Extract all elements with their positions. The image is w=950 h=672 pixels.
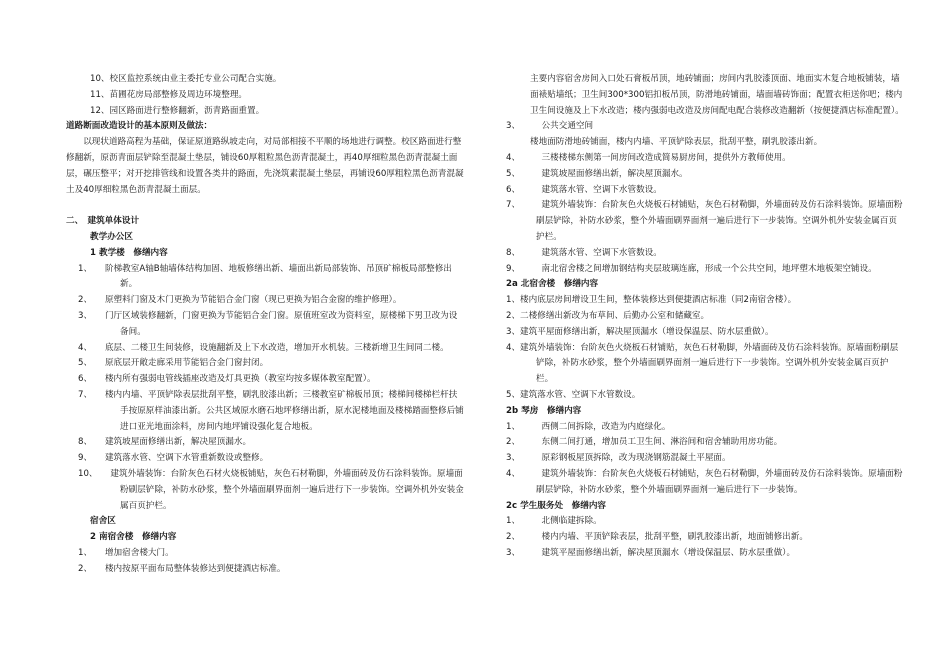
left-paragraph: 1、 阶梯教室A轴B轴墙体结构加固、地板修缮出新、墙面出新局部装饰、吊顶矿棉板局部整修出新。	[78, 263, 452, 290]
right-paragraph: 2a 北宿舍楼 修缮内容	[506, 279, 599, 290]
left-paragraph: 二、 建筑单体设计	[66, 216, 140, 227]
left-paragraph: 3、 门厅区域装修翻新，门窗更换为节能铝合金门窗。原值班室改为资料室，原楼梯下男卫改为设备间。	[78, 310, 458, 337]
left-paragraph: 2、 楼内按原平面布局整体装修达到便捷酒店标准。	[78, 563, 286, 574]
right-paragraph: 9、 南北宿舍楼之间增加钢结构夹层玻璃连廊，形成一个公共空间，地坪塑木地板架空铺设。	[506, 263, 877, 274]
left-paragraph: 9、 建筑落水管、空调下水管重新数设或整修。	[78, 453, 269, 464]
left-paragraph: 宿舍区	[90, 516, 116, 527]
right-paragraph: 5、 建筑坡屋面修缮出新，解决屋顶漏水。	[506, 168, 688, 179]
right-paragraph: 3、 建筑平屋面修缮出新，解决屋顶漏水（增设保温层、防水层重做）。	[506, 547, 796, 558]
right-paragraph: 3、建筑平屋面修缮出新，解决屋顶漏水（增设保温层、防水层重做）。	[506, 326, 774, 337]
left-paragraph: 7、 楼内内墙、平顶铲除表层批刮平整，刷乳胶漆出新；三楼教室矿棉板吊顶；楼梯间楼梯栏杆扶手按原原样油漆出新。公共区域原水磨石地坪修缮出新，原水泥楼地面及楼梯踏面整修后铺进口亚光地面涂料，房间内地坪铺设强化复合地板。	[78, 389, 464, 432]
right-paragraph: 4、建筑外墙装饰：台阶灰色火烧板石材铺贴，灰色石材勒脚，外墙面砖及仿石涂料装饰。原墙面粉刷层铲除，补防水砂浆，整个外墙面刷界面剂一遍后进行下一步装饰。空调外机外安装金属百页护栏。	[506, 342, 899, 385]
right-paragraph: 4、 三楼楼梯东侧第一间房间改造成简易厨房间，提供外方教师使用。	[506, 152, 791, 163]
right-paragraph: 4、 建筑外墙装饰：台阶灰色火烧板石材铺贴，灰色石材勒脚，外墙面砖及仿石涂料装饰。原墙面粉刷层铲除，补防水砂浆，整个外墙面刷界面剂一遍后进行下一步装饰。	[506, 468, 903, 495]
right-paragraph: 1、 西侧二间拆除，改造为内庭绿化。	[506, 421, 671, 432]
right-paragraph: 8、 建筑落水管、空调下水管数设。	[506, 247, 662, 258]
left-paragraph: 4、 底层、二楼卫生间装修，设施翻新及上下水改造，增加开水机装。三楼新增卫生间同二楼。	[78, 342, 449, 353]
right-paragraph: 主要内容宿舍房间入口处石膏板吊顶，地砖铺面；房间内乳胶漆顶面、地面实木复合地板铺装，墙面裱贴墙纸；卫生间300*300铝扣板吊顶，防滑地砖铺面，墙面墙砖饰面；配置衣柜送你吧；楼内卫生间设施及上下水改造；楼内强弱电改造及房间配电配合装修改造翻新（按便捷酒店标准配置）。	[530, 74, 904, 116]
right-paragraph: 7、 建筑外墙装饰：台阶灰色火烧板石材铺贴，灰色石材勒脚，外墙面砖及仿石涂料装饰。原墙面粉刷层铲除，补防水砂浆，整个外墙面刷界面剂一遍后进行下一步装饰。空调外机外安装金属百页护栏。	[506, 200, 903, 242]
left-paragraph: 10、 建筑外墙装饰：台阶灰色石材火烧板铺贴，灰色石材勒脚，外墙面砖及仿石涂料装饰。原墙面粉刷层铲除，补防水砂浆，整个外墙面刷界面剂一遍后进行下一步装饰。空调外机外安装金属百页护栏。	[78, 468, 464, 511]
right-paragraph: 2、 东侧二间打通，增加员工卫生间、淋浴间和宿舍辅助用房功能。	[506, 437, 783, 448]
right-paragraph: 2、 楼内内墙、平顶铲除表层，批刮平整，刷乳胶漆出新，地面铺修出新。	[506, 532, 808, 543]
left-paragraph: 教学办公区	[90, 231, 133, 242]
left-paragraph: 以现状道路高程为基础，保证原道路纵坡走向，对局部相接不平顺的场地进行调整。校区路面进行整修翻新，原沥青面层铲除至混凝土垫层，铺设60厚粗粒黑色沥青混凝土，再40厚细粒黑色沥青混凝土面层，碾压整平；对开挖排管线和设置各类井的路面，先浇筑素混凝土垫层，再铺设60厚粗粒黑色沥青混凝土及40厚细粒黑色沥青混凝土面层。	[66, 137, 464, 195]
left-paragraph: 5、 原底层开敞走廊采用节能铝合金门窗封闭。	[78, 358, 269, 369]
left-paragraph: 11、苗圃花房局部整修及周边环境整理。	[90, 89, 248, 100]
right-paragraph: 3、 原彩钢板屋顶拆除，改为现浇钢筋混凝土平屋面。	[506, 453, 731, 464]
left-paragraph: 12、园区路面进行整修翻新，沥青路面重置。	[90, 105, 265, 116]
right-paragraph: 3、 公共交通空间	[506, 121, 594, 132]
left-paragraph: 道路断面改造设计的基本原则及做法：	[66, 121, 213, 132]
left-paragraph: 2、 原塑料门窗及木门更换为节能铝合金门窗（现已更换为铝合金窗的维护修理）。	[78, 295, 402, 306]
left-column	[66, 72, 464, 578]
right-paragraph: 2c 学生服务处 修缮内容	[506, 500, 607, 511]
left-paragraph: 10、校区监控系统由业主委托专业公司配合实施。	[90, 74, 282, 84]
right-paragraph: 楼地面防滑地砖铺面，楼内内墙、平顶铲除表层，批刮平整，刷乳胶漆出新。	[530, 137, 823, 148]
right-paragraph: 1、楼内底层房间增设卫生间，整体装修达到便捷酒店标准（同2南宿舍楼）。	[506, 295, 797, 306]
right-paragraph: 5、建筑落水管、空调下水管数设。	[506, 389, 641, 400]
left-paragraph: 8、 建筑坡屋面修缮出新，解决屋顶漏水。	[78, 437, 252, 448]
right-column	[506, 72, 904, 562]
left-paragraph: 6、 楼内所有强弱电管线插座改造及灯具更换（教室均按多媒体教室配置）。	[78, 374, 376, 385]
left-paragraph	[66, 198, 464, 214]
left-paragraph: 2 南宿舍楼 修缮内容	[90, 532, 177, 543]
right-paragraph: 2、二楼修缮出新改为布草间、后勤办公室和储藏室。	[506, 310, 710, 321]
right-paragraph: 2b 琴房 修缮内容	[506, 405, 582, 416]
left-paragraph: 1 教学楼 修缮内容	[90, 247, 168, 258]
right-paragraph: 6、 建筑落水管、空调下水管数设。	[506, 184, 662, 195]
left-paragraph: 1、 增加宿舍楼大门。	[78, 547, 174, 558]
right-paragraph: 1、 北侧临建拆除。	[506, 516, 602, 527]
